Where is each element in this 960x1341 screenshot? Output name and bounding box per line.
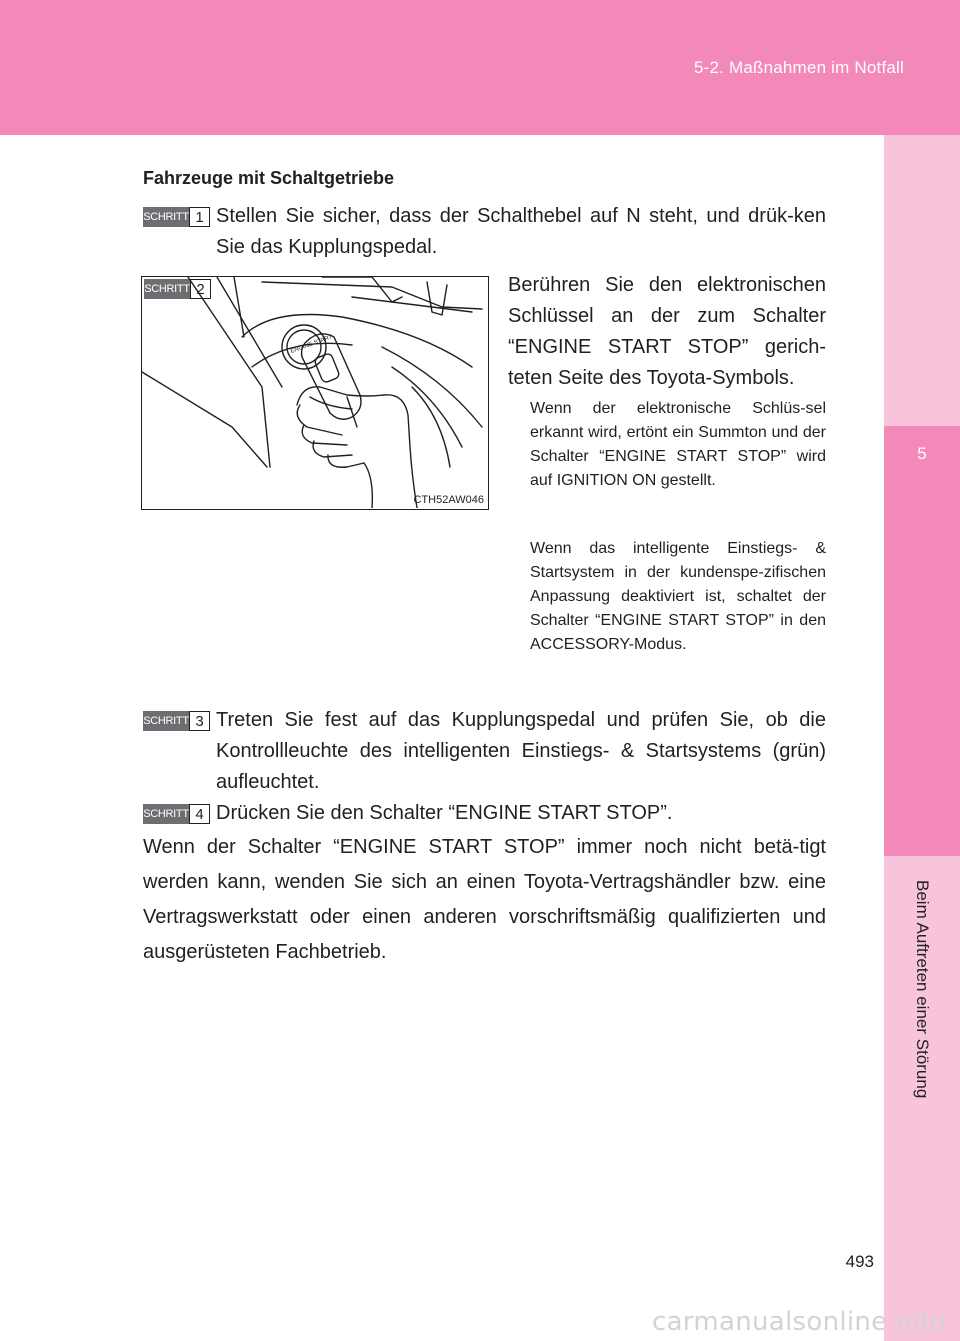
step-text: Drücken Sie den Schalter “ENGINE START STOP”. xyxy=(216,802,673,824)
step-badge xyxy=(143,804,212,824)
step-1 xyxy=(143,201,826,263)
step-badge xyxy=(143,207,212,227)
step-2-text: Berühren Sie den elektronischen Schlüssel an der zum Schalter “ENGINE START STOP” gerich-teten Seite des Toyota-Symbols. xyxy=(508,274,826,389)
page-number: 493 xyxy=(845,1252,874,1271)
step-text: Treten Sie fest auf das Kupplungspedal und prüfen Sie, ob die Kontrollleuchte des intelligenten Einstiegs- & Startsystems (grün) aufleuchtet. xyxy=(216,709,826,793)
step-badge-label: SCHRITT xyxy=(143,804,189,824)
step-badge-label: SCHRITT xyxy=(143,711,189,731)
chapter-number: 5 xyxy=(917,444,927,463)
section-heading: Fahrzeuge mit Schaltgetriebe xyxy=(143,168,395,188)
illustration-hand-key xyxy=(142,277,487,508)
button-label: ENGINE START xyxy=(290,334,334,355)
step-3 xyxy=(143,705,826,798)
chapter-index-block xyxy=(884,426,960,856)
step-badge-number: 3 xyxy=(189,711,210,731)
page-header xyxy=(0,0,960,135)
step-badge-number: 1 xyxy=(189,207,210,227)
figure-caption: CTH52AW046 xyxy=(413,494,484,506)
step-badge-label: SCHRITT xyxy=(143,207,189,227)
step-text: Stellen Sie sicher, dass der Schalthebel auf N steht, und drük-ken Sie das Kupplungspedal. xyxy=(216,205,826,258)
chapter-title: Beim Auftreten einer Störung xyxy=(913,880,932,1099)
note-1: Wenn der elektronische Schlüs-sel erkannt wird, ertönt ein Summton und der Schalter “ENGINE START STOP” wird auf IGNITION ON gestellt. xyxy=(530,400,826,489)
closing-paragraph: Wenn der Schalter “ENGINE START STOP” immer noch nicht betä-tigt werden kann, wenden Sie sich an einen Toyota-Vertragshändler bzw. eine Vertragswerkstatt oder einen anderen vorschriftsmäßig qualifizierten und ausgerüsteten Fachbetrieb. xyxy=(143,836,826,963)
step-badge-number: 4 xyxy=(189,804,210,824)
watermark: carmanualsonline.info xyxy=(651,1307,946,1337)
section-title: 5-2. Maßnahmen im Notfall xyxy=(693,58,904,77)
step-4 xyxy=(143,798,826,829)
step-badge-label: SCHRITT xyxy=(144,279,190,299)
step-badge xyxy=(143,711,212,731)
step-badge-number: 2 xyxy=(190,279,211,299)
figure-key-touch xyxy=(141,276,489,510)
note-2: Wenn das intelligente Einstiegs- & Startsystem in der kundenspe-zifischen Anpassung deaktiviert ist, schaltet der Schalter “ENGINE START STOP” in den ACCESSORY-Modus. xyxy=(530,540,826,653)
